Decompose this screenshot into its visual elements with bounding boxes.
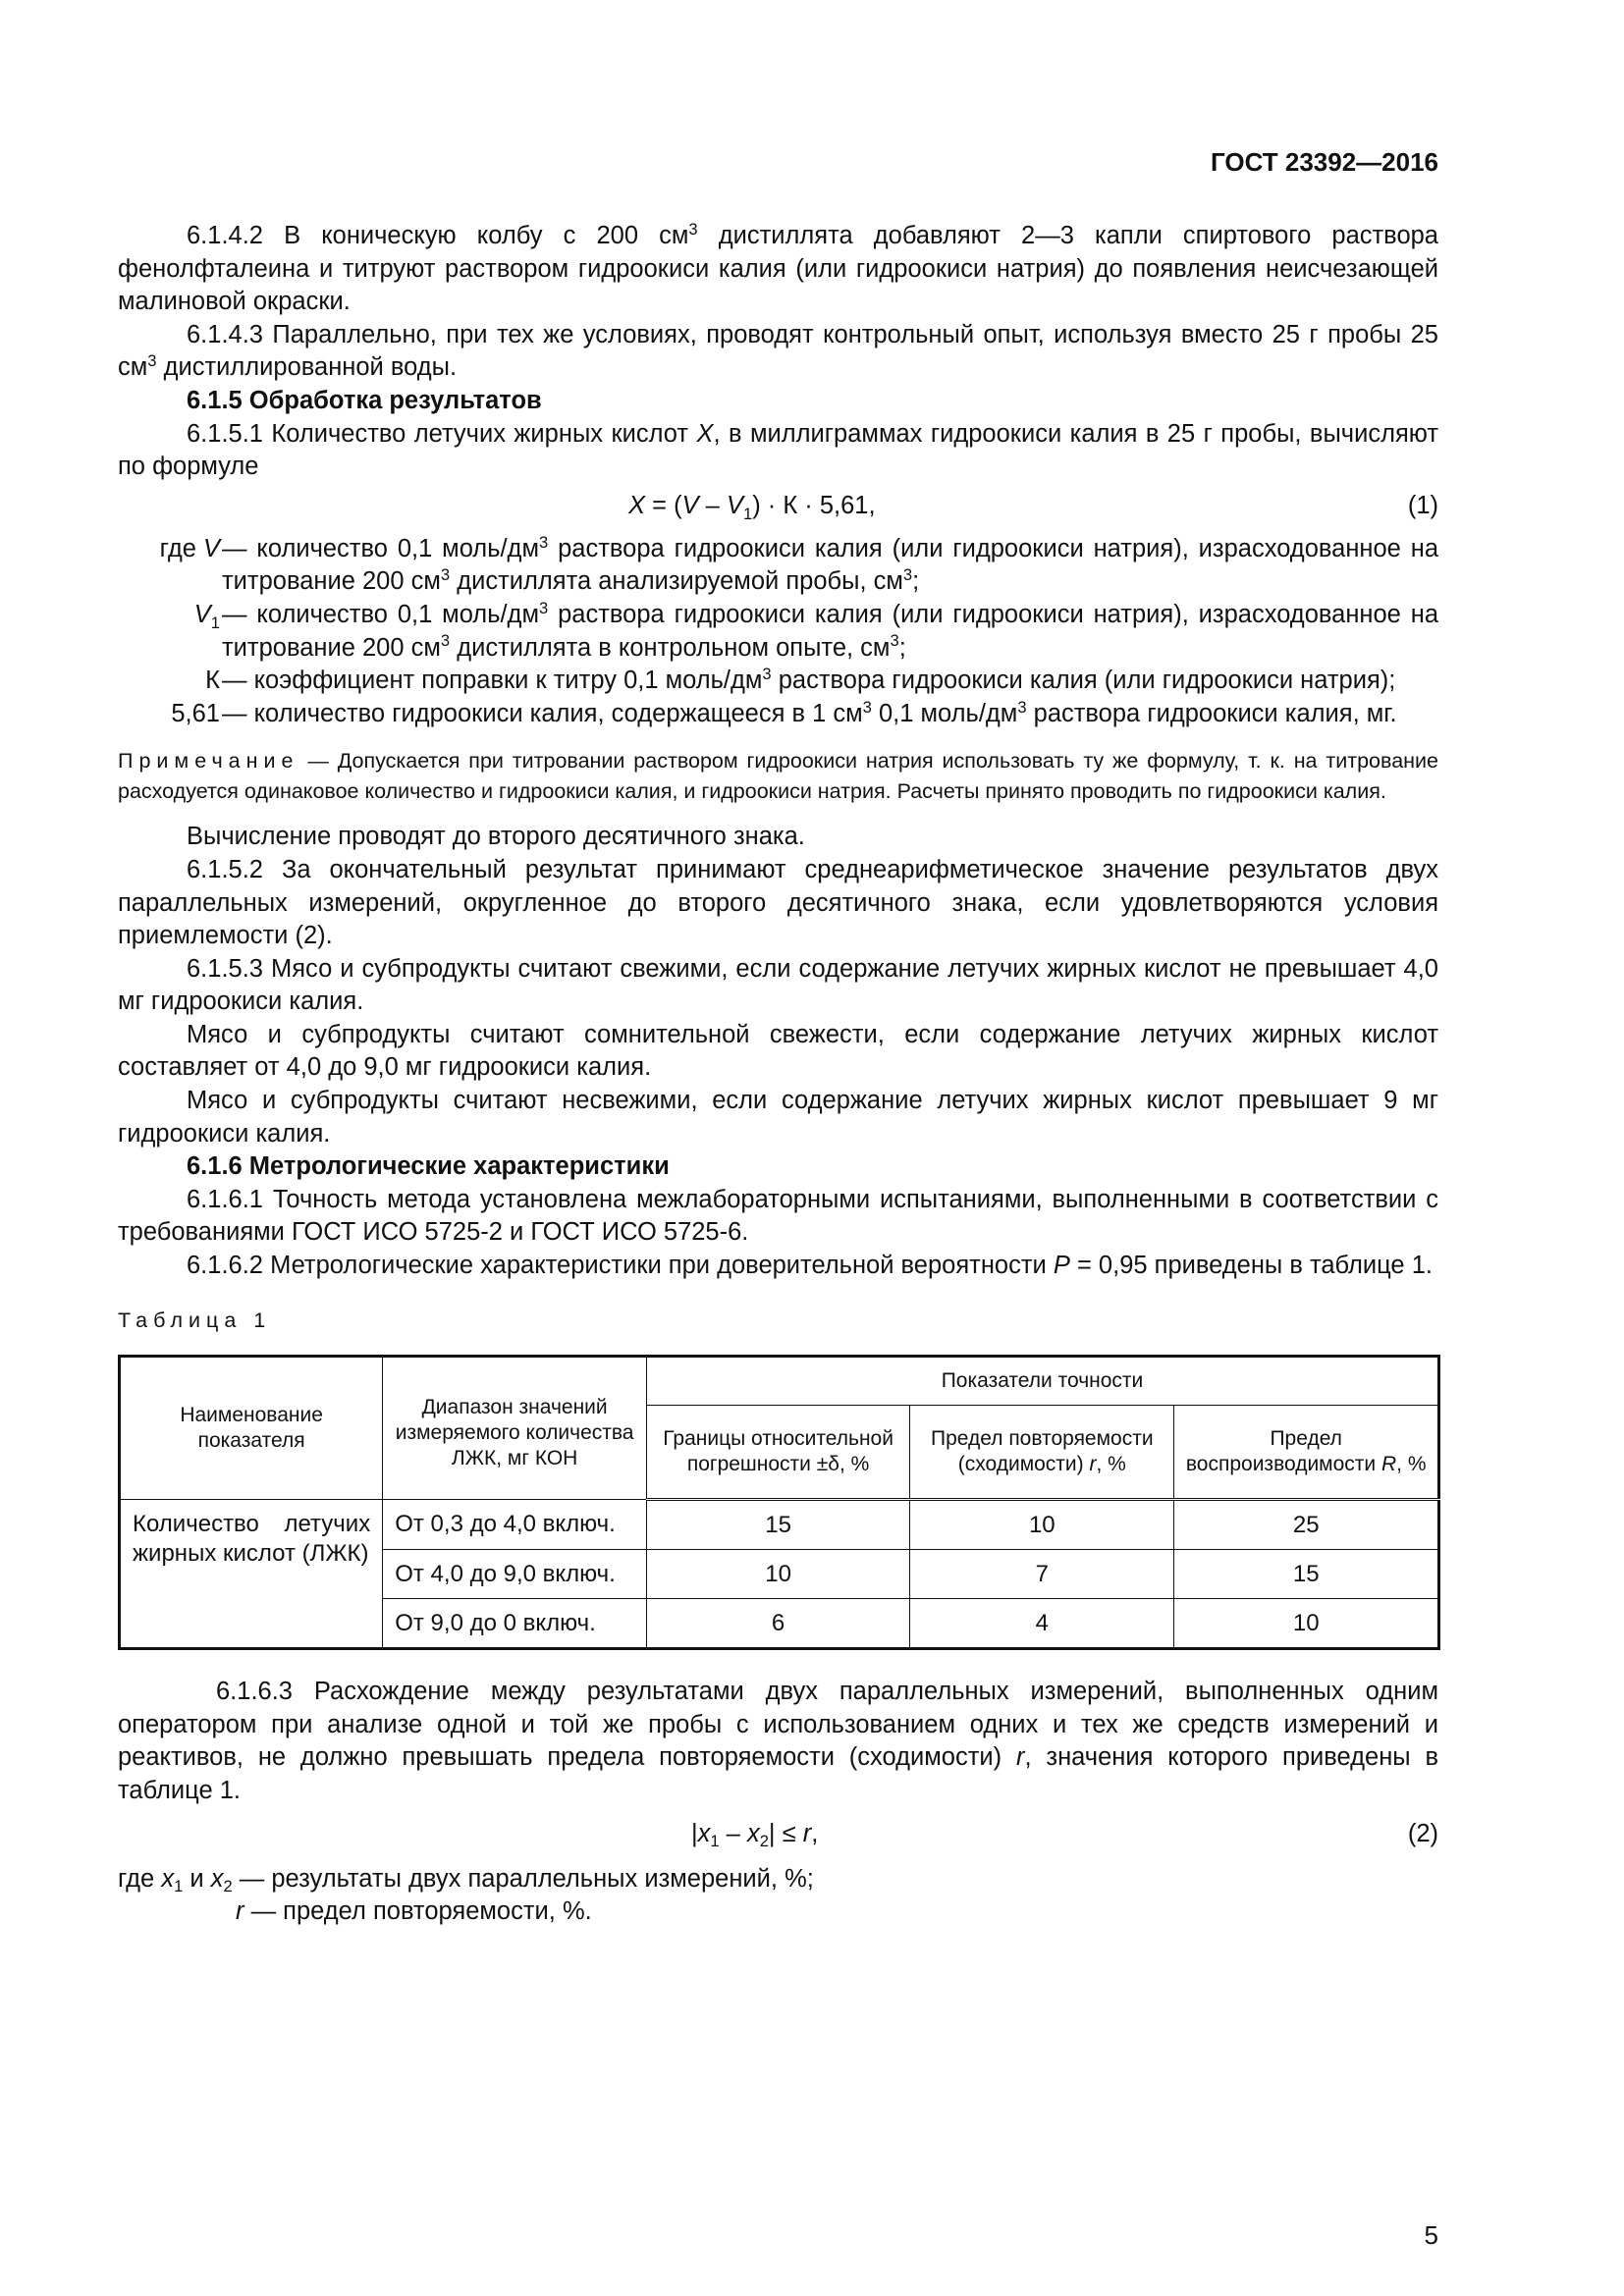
definition-V: где V — количество 0,1 моль/$дм^3$ раствора гидроокиси калия (или гидроокиси натрия), израсходованное на титрование 200 $см^3$ дистиллята анализируемой пробы, $см^3$; xyxy=(159,532,1438,596)
table-caption: Таблица 1 xyxy=(118,1308,272,1332)
document-body xyxy=(118,220,1438,1929)
table-header-row-1 xyxy=(120,1357,1439,1406)
definition-5-61: 5,61 — количество гидроокиси калия, содержащееся в 1 $см^3$ 0,1 моль/$дм^3$ раствора гидроокиси калия, мг. xyxy=(171,697,1397,727)
formula-number: (1) xyxy=(1407,491,1438,519)
cell-r: 10 xyxy=(910,1500,1174,1550)
document-header: ГОСТ 23392—2016 xyxy=(1211,147,1438,177)
paragraph-stale: Мясо и субпродукты считают несвежими, если содержание летучих жирных кислот превышает 9 мг гидроокиси калия. xyxy=(118,1087,1438,1148)
header-delta: Границы относительной погрешности ±δ, % xyxy=(646,1406,909,1500)
note: Примечание — Допускается при титровании раствором гидроокиси натрия использовать ту же формулу, т. к. на титрование расходуется одинаковое количество и гидроокиси калия, и гидроокиси натрия. Расчеты принято проводить по гидроокиси калия. xyxy=(118,749,1438,804)
row-name: Количество летучих жирных кислот (ЛЖК) xyxy=(120,1500,383,1649)
cell-r: 4 xyxy=(910,1599,1174,1649)
cell-R: 15 xyxy=(1174,1550,1439,1599)
metrology-table xyxy=(118,1355,1440,1650)
header-range: Диапазон значений измеряемого количества ЛЖК, мг КОН xyxy=(383,1357,647,1500)
header-accuracy-group: Показатели точности xyxy=(646,1357,1438,1406)
definition-r: r — предел повторяемости, %. xyxy=(236,1897,592,1926)
table-row xyxy=(120,1500,1439,1550)
formula-2: $|x_1 - x_2| \le r$, (2) xyxy=(691,1819,1438,1851)
header-reproducibility: Предел воспроизводимости R, % xyxy=(1174,1406,1439,1500)
cell-range: От 9,0 до 0 включ. xyxy=(383,1599,647,1649)
header-repeatability: Предел повторяемости (сходимости) r, % xyxy=(910,1406,1174,1500)
paragraph-6-1-6-1: 6.1.6.1 Точность метода установлена межлабораторными испытаниями, выполненными в соответствии с требованиями ГОСТ ИСО 5725-2 и ГОСТ ИСО 5725-6. xyxy=(118,1185,1438,1247)
paragraph-6-1-4-3: 6.1.4.3 Параллельно, при тех же условиях, проводят контрольный опыт, используя вместо 25 г пробы 25 $см^3$ дистиллированной воды. xyxy=(118,320,1438,382)
definition-V1: $V_1$ — количество 0,1 моль/$дм^3$ раствора гидроокиси калия (или гидроокиси натрия), израсходованное на титрование 200 $см^3$ дистиллята в контрольном опыте, $см^3$; xyxy=(193,598,1438,662)
paragraph-6-1-5-1: 6.1.5.1 Количество летучих жирных кислот X, в миллиграммах гидроокиси калия в 25 г пробы, вычисляют по формуле xyxy=(118,419,1438,481)
paragraph-6-1-5-2: 6.1.5.2 За окончательный результат принимают среднеарифметическое значение результатов двух параллельных измерений, округленное до второго десятичного знака, если удовлетворяются условия приемлемости (2). xyxy=(118,855,1438,950)
cell-r: 7 xyxy=(910,1550,1174,1599)
page-number: 5 xyxy=(1424,2220,1438,2250)
paragraph-doubtful: Мясо и субпродукты считают сомнительной свежести, если содержание летучих жирных кислот составляет от 4,0 до 9,0 мг гидроокиси калия. xyxy=(118,1020,1438,1082)
cell-delta: 6 xyxy=(646,1599,909,1649)
formula-number: (2) xyxy=(1407,1819,1438,1847)
header-name: Наименование показателя xyxy=(120,1357,383,1500)
paragraph-6-1-5-3: 6.1.5.3 Мясо и субпродукты считают свежими, если содержание летучих жирных кислот не превышает 4,0 мг гидроокиси калия. xyxy=(118,954,1438,1016)
definition-K: К — коэффициент поправки к титру 0,1 моль/$дм^3$ раствора гидроокиси калия (или гидроокиси натрия); xyxy=(205,665,1396,695)
cell-R: 10 xyxy=(1174,1599,1439,1649)
cell-range: От 0,3 до 4,0 включ. xyxy=(383,1500,647,1550)
paragraph-6-1-6-2: 6.1.6.2 Метрологические характеристики при доверительной вероятности P = 0,95 приведены в таблице 1. xyxy=(187,1252,1433,1280)
formula-1: $X = (V - V_1) \cdot К \cdot 5,61$, (1) xyxy=(628,491,1438,523)
heading-6-1-6: 6.1.6 Метрологические характеристики xyxy=(187,1152,670,1181)
paragraph-calc: Вычисление проводят до второго десятичного знака. xyxy=(187,823,805,851)
cell-R: 25 xyxy=(1174,1500,1439,1550)
heading-6-1-5: 6.1.5 Обработка результатов xyxy=(187,386,542,414)
definitions-list xyxy=(118,533,1438,731)
paragraph-6-1-4-2: 6.1.4.2 В коническую колбу с 200 $см^3$ дистиллята добавляют 2—3 капли спиртового раствора фенолфталеина и титруют раствором гидроокиси калия (или гидроокиси натрия) до появления неисчезающей малиновой окраски. xyxy=(118,219,1438,316)
definition-x1-x2: где $x_1$ и $x_2$ — результаты двух параллельных измерений, %; xyxy=(118,1864,814,1896)
cell-delta: 15 xyxy=(646,1500,909,1550)
paragraph-6-1-6-3: 6.1.6.3 Расхождение между результатами двух параллельных измерений, выполненных одним оператором при анализе одной и той же пробы с использованием одних и тех же средств измерений и реактивов, не должно превышать предела повторяемости (сходимости) r, значения которого приведены в таблице 1. xyxy=(118,1678,1438,1804)
cell-range: От 4,0 до 9,0 включ. xyxy=(383,1550,647,1599)
cell-delta: 10 xyxy=(646,1550,909,1599)
